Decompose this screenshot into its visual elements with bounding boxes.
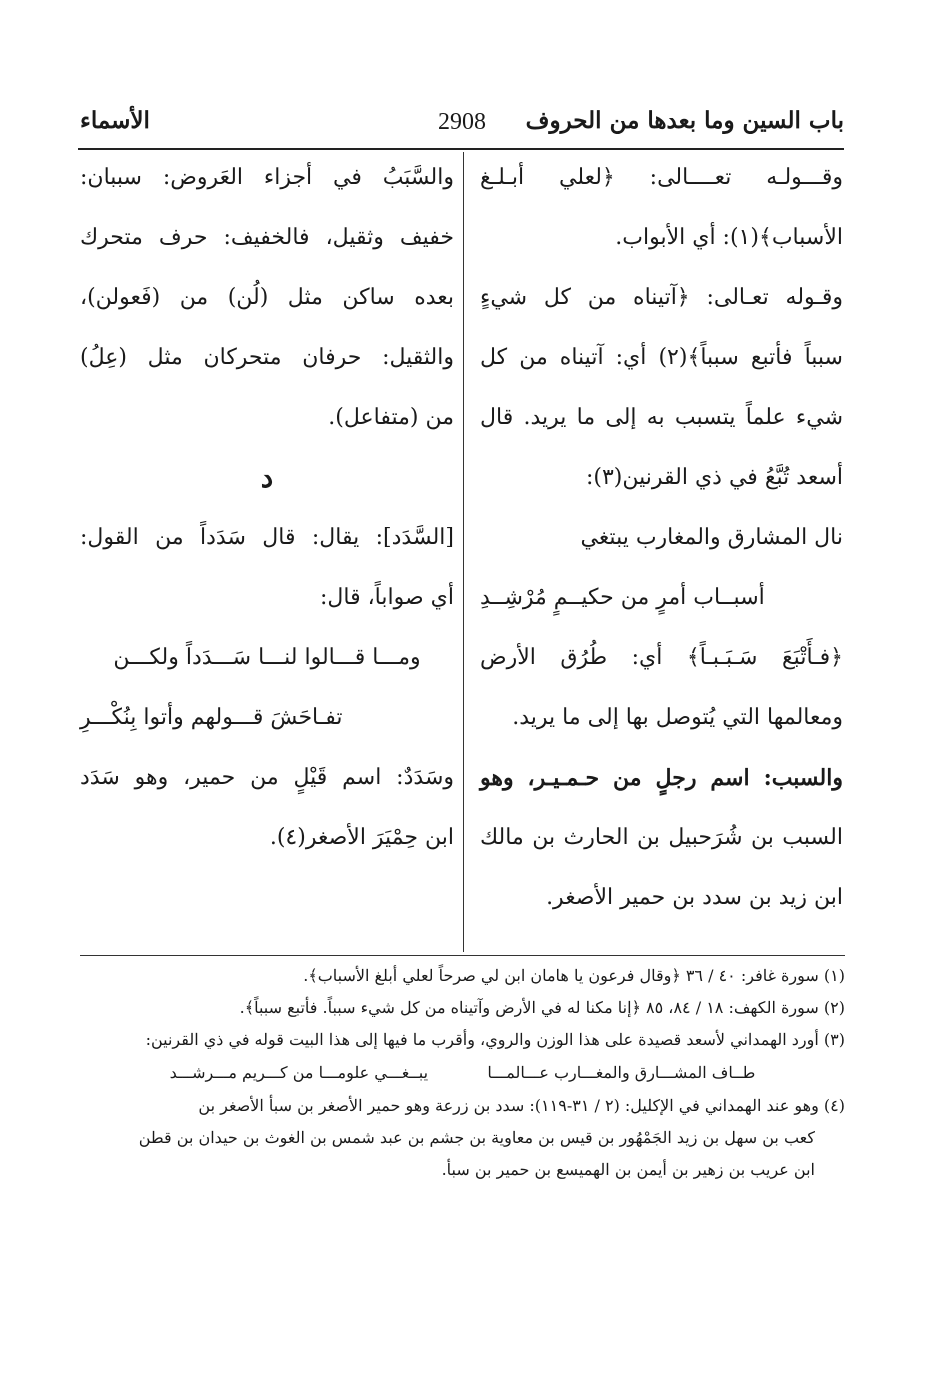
- footnote-1: (١) سورة غافر: ٤٠ / ٣٦ ﴿وقال فرعون يا هامان ابن لي صرحاً لعلي أبلغ الأسباب﴾.: [303, 966, 845, 985]
- footnote-4: (٤) وهو عند الهمداني في الإكليل: (٢ / ٣١-١١٩): سدد بن زرعة وهو حمير الأصغر بن سبأ الأصغر بن: [198, 1096, 845, 1115]
- text-line: خفيف وثقيل، فالخفيف: حرف متحرك: [80, 225, 454, 250]
- chapter-title: باب السين وما بعدها من الحروف: [525, 107, 844, 134]
- text-line: أسعد تُبَّعُ في ذي القرنين(٣):: [585, 465, 843, 490]
- left-column: [80, 150, 454, 870]
- footnote-3-verse: [80, 1056, 845, 1090]
- entry-heading-line: [السَّدَد]: يقال: قال سَدَداً من القول:: [80, 525, 454, 550]
- text-line: السبب بن شُرَحبيل بن الحارث بن مالك: [480, 825, 843, 850]
- verse-line: أسبــاب أمرٍ من حكيــمٍ مُرْشِــدِ: [480, 585, 765, 610]
- footnote-4-continued: ابن عريب بن زهير بن أيمن بن الهميسع بن حمير بن سبأ.: [441, 1160, 815, 1179]
- section-letter: د: [260, 461, 274, 494]
- verse-line: تفـاحَشَ قـــولهم وأتوا بِنُكْـــرِ: [80, 705, 343, 730]
- page-number: 2908: [438, 109, 486, 135]
- text-line: ابن حِمْيَرَ الأصغر(٤).: [269, 825, 454, 850]
- verse-line: ومـــا قـــالوا لنـــا سَـــدَداً ولكـــن: [113, 645, 421, 670]
- text-line: سبباً فأتبع سبباً﴾(٢) أي: آتيناه من كل: [480, 345, 843, 370]
- footnote-4-continued: كعب بن سهل بن زيد الجَمْهُور بن قيس بن معاوية بن جشم بن عبد شمس بن الغوث بن حيدان بن قطن: [138, 1128, 815, 1147]
- footnotes: [80, 960, 845, 1186]
- right-column: [480, 150, 843, 930]
- footnote-2: (٢) سورة الكهف: ١٨ / ٨٤، ٨٥ ﴿إنا مكنا له في الأرض وآتيناه من كل شيء سبباً. فأتبع سبباً﴾.: [239, 998, 845, 1017]
- footnote-rule: [80, 955, 845, 956]
- text-line: ومعالمها التي يُتوصل بها إلى ما يريد.: [512, 705, 843, 730]
- page-header: [78, 105, 844, 145]
- text-line: أي صواباً، قال:: [319, 585, 454, 610]
- text-line: بعده ساكن مثل (لُن) من (فَعولن)،: [80, 285, 454, 310]
- text-line: ﴿فـأَتْبَعَ سَـبَـبـاً﴾ أي: طُرُق الأرض: [480, 645, 843, 670]
- text-line: والسبب: اسم رجلٍ من حـمـيـر، وهو: [480, 765, 843, 791]
- text-line: وقـــولـه تعــــالى: ﴿لعلي أبـلـغ: [480, 165, 843, 190]
- verse-hemistich-first: طــاف المشـــارق والمغـــارب عـــالمـــا: [487, 1063, 756, 1082]
- text-line: وقـوله تعـالى: ﴿آتيناه من كل شيءٍ: [480, 285, 843, 310]
- footnote-3: (٣) أورد الهمداني لأسعد قصيدة على هذا الوزن والروي، وأقرب ما فيها إلى هذا البيت قوله في ذي القرنين:: [145, 1030, 845, 1049]
- text-line: من (متفاعل).: [328, 405, 454, 430]
- text-line: الأسباب﴾(١): أي الأبواب.: [615, 225, 843, 250]
- text-line: وسَدَدٌ: اسم قَيْلٍ من حمير، وهو سَدَد: [80, 765, 454, 790]
- verse-hemistich-second: يبــغـــي علومـــا من كـــريم مـــرشـــد: [169, 1063, 429, 1082]
- text-line: ابن زيد بن سدد بن حمير الأصغر.: [546, 885, 843, 910]
- text-line: والثقيل: حرفان متحركان مثل (عِلُ): [80, 345, 454, 370]
- text-line: شيء علماً يتسبب به إلى ما يريد. قال: [480, 405, 843, 430]
- section-title: الأسماء: [80, 107, 150, 134]
- text-line: والسَّبَبُ في أجزاء العَروض: سببان:: [80, 165, 454, 190]
- column-divider: [463, 152, 464, 952]
- verse-line: نال المشارق والمغارب يبتغي: [580, 525, 843, 550]
